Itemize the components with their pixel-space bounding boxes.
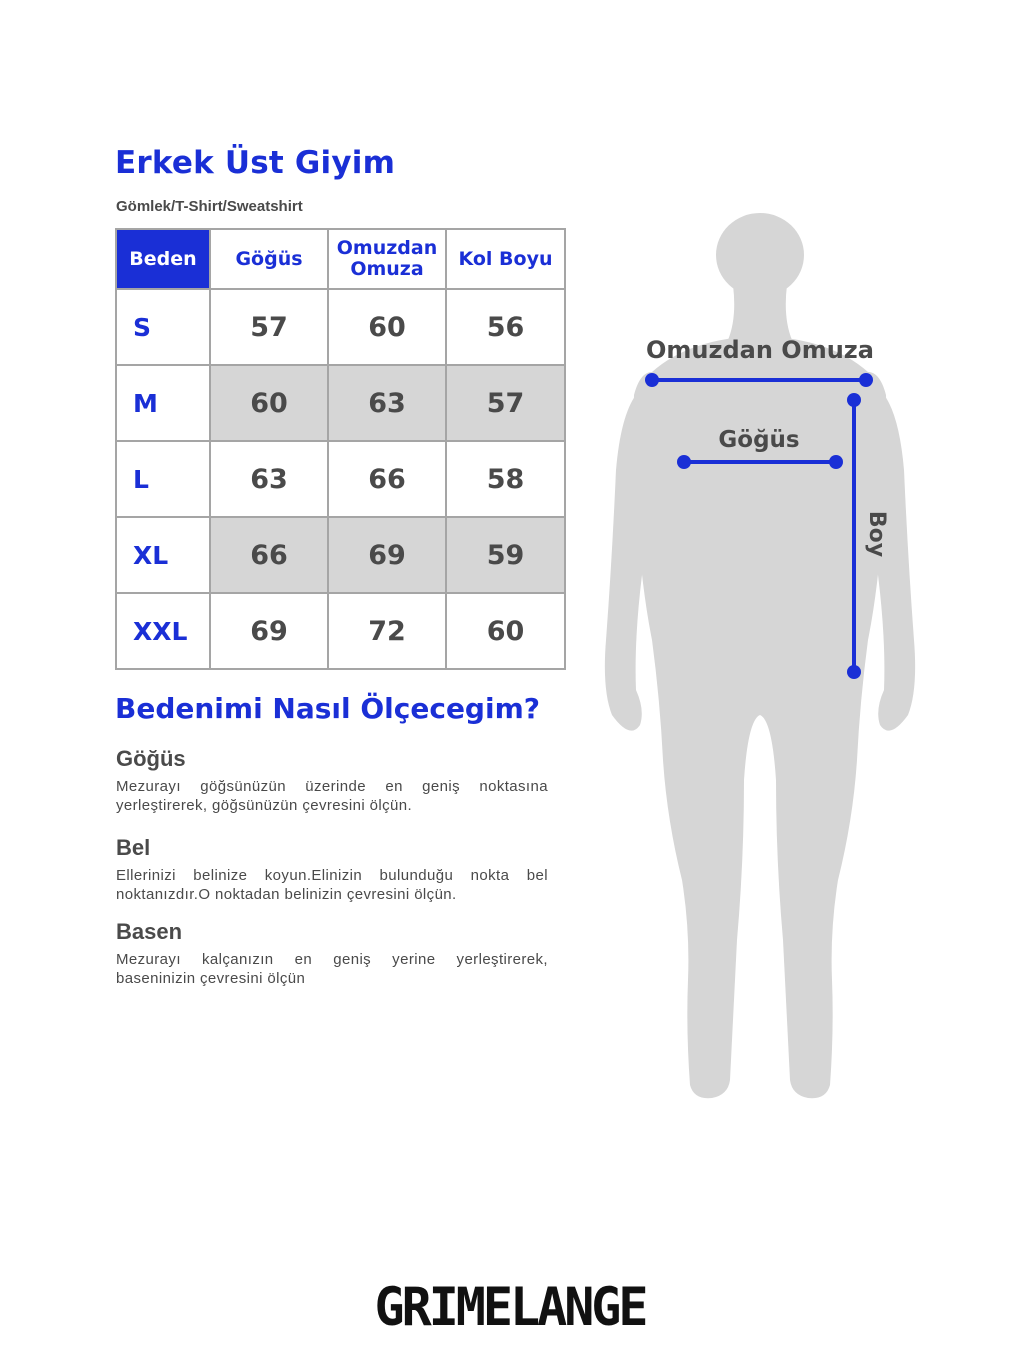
section-text: Ellerinizi belinize koyun.Elinizin bulunduğu nokta bel noktanızdır.O noktadan belinizin çevresini ölçün. — [116, 867, 548, 903]
size-table — [115, 228, 566, 670]
kol-cell: 59 — [446, 517, 565, 593]
kol-cell: 58 — [446, 441, 565, 517]
length-label: Boy — [864, 510, 889, 558]
brand-logo: GRIMELANGE — [374, 1276, 646, 1338]
header-beden: Beden — [116, 229, 210, 289]
page-subtitle: Gömlek/T-Shirt/Sweatshirt — [116, 198, 303, 215]
size-cell: S — [116, 289, 210, 365]
kol-cell: 60 — [446, 593, 565, 669]
section-heading: Bel — [116, 835, 151, 860]
shoulder-label: Omuzdan Omuza — [646, 336, 874, 364]
gogus-cell: 60 — [210, 365, 328, 441]
omuz-cell: 66 — [328, 441, 446, 517]
howto-section-gogus — [116, 746, 548, 815]
howto-title: Bedenimi Nasıl Ölçecegim? — [115, 692, 540, 725]
size-cell: L — [116, 441, 210, 517]
body-figure — [590, 210, 930, 1120]
gogus-cell: 66 — [210, 517, 328, 593]
section-heading: Göğüs — [116, 746, 186, 771]
size-cell: M — [116, 365, 210, 441]
section-heading: Basen — [116, 919, 183, 944]
header-gogus: Göğüs — [210, 229, 328, 289]
howto-section-basen — [116, 919, 548, 988]
gogus-cell: 69 — [210, 593, 328, 669]
omuz-cell: 72 — [328, 593, 446, 669]
section-text: Mezurayı göğsünüzün üzerinde en geniş noktasına yerleştirerek, göğsünüzün çevresini ölçün. — [116, 778, 548, 814]
size-table-header — [116, 229, 565, 289]
table-row — [116, 517, 565, 593]
gogus-cell: 63 — [210, 441, 328, 517]
section-text: Mezurayı kalçanızın en geniş yerine yerleştirerek, baseninizin çevresini ölçün — [116, 951, 548, 987]
size-cell: XL — [116, 517, 210, 593]
kol-cell: 57 — [446, 365, 565, 441]
gogus-cell: 57 — [210, 289, 328, 365]
kol-cell: 56 — [446, 289, 565, 365]
omuz-cell: 60 — [328, 289, 446, 365]
table-row — [116, 289, 565, 365]
header-kol-boyu: Kol Boyu — [446, 229, 565, 289]
header-omuz: Omuzdan Omuza — [328, 229, 446, 289]
size-cell: XXL — [116, 593, 210, 669]
table-row — [116, 441, 565, 517]
table-row — [116, 593, 565, 669]
chest-label: Göğüs — [718, 427, 800, 453]
omuz-cell: 69 — [328, 517, 446, 593]
howto-section-bel — [116, 835, 548, 904]
page-title: Erkek Üst Giyim — [115, 145, 396, 181]
table-row — [116, 365, 565, 441]
omuz-cell: 63 — [328, 365, 446, 441]
